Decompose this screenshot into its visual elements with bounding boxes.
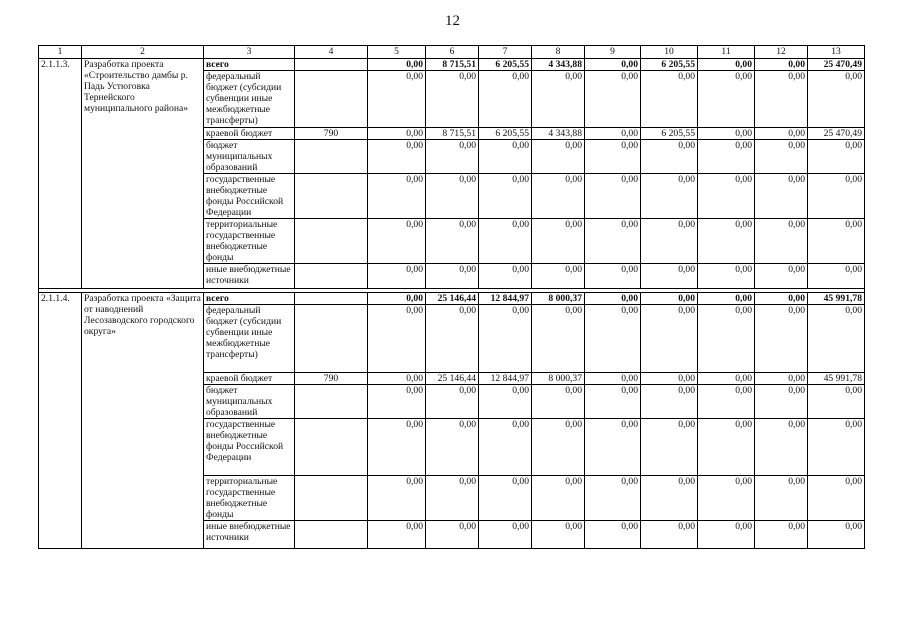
amount-cell: 8 000,37 [532,293,585,305]
amount-cell: 8 000,37 [532,373,585,385]
amount-cell: 0,00 [368,305,426,373]
amount-cell: 0,00 [368,385,426,419]
amount-cell: 0,00 [426,476,479,521]
amount-cell: 0,00 [698,476,755,521]
budget-code [295,71,368,128]
amount-cell: 0,00 [479,219,532,264]
amount-cell: 12 844,97 [479,373,532,385]
budget-code [295,521,368,549]
funding-source: краевой бюджет [204,128,295,140]
amount-cell: 0,00 [808,219,865,264]
amount-cell: 25 470,49 [808,59,865,71]
amount-cell: 0,00 [641,71,698,128]
header-cell: 6 [426,46,479,59]
amount-cell: 0,00 [585,419,641,476]
header-cell: 11 [698,46,755,59]
amount-cell: 0,00 [698,385,755,419]
amount-cell: 0,00 [585,140,641,174]
amount-cell: 0,00 [532,140,585,174]
header-cell: 12 [755,46,808,59]
amount-cell: 0,00 [426,419,479,476]
header-cell: 7 [479,46,532,59]
amount-cell: 0,00 [368,128,426,140]
amount-cell: 0,00 [698,219,755,264]
amount-cell: 0,00 [368,71,426,128]
amount-cell: 0,00 [585,219,641,264]
amount-cell: 0,00 [426,174,479,219]
funding-source: краевой бюджет [204,373,295,385]
budget-code [295,293,368,305]
amount-cell: 0,00 [585,174,641,219]
amount-cell: 0,00 [698,305,755,373]
item-title: Разработка проекта «Защита от наводнений Лесозаводского городского округа» [82,293,204,549]
amount-cell: 6 205,55 [479,59,532,71]
amount-cell: 0,00 [532,521,585,549]
amount-cell: 0,00 [641,476,698,521]
amount-cell: 0,00 [641,174,698,219]
amount-cell: 0,00 [755,385,808,419]
header-cell: 9 [585,46,641,59]
amount-cell: 0,00 [479,174,532,219]
amount-cell: 0,00 [426,219,479,264]
budget-code [295,140,368,174]
amount-cell: 0,00 [479,305,532,373]
amount-cell: 25 146,44 [426,293,479,305]
budget-code [295,385,368,419]
amount-cell: 0,00 [641,373,698,385]
amount-cell: 0,00 [808,476,865,521]
item-title: Разработка проекта «Строительство дамбы р. Падь Устюговка Тернейского муниципального района» [82,59,204,289]
table-body [39,46,865,549]
amount-cell: 0,00 [755,174,808,219]
amount-cell: 0,00 [755,305,808,373]
amount-cell: 0,00 [755,419,808,476]
amount-cell: 0,00 [641,385,698,419]
amount-cell: 0,00 [479,385,532,419]
amount-cell: 0,00 [808,264,865,289]
amount-cell: 0,00 [698,128,755,140]
amount-cell: 0,00 [698,140,755,174]
amount-cell: 0,00 [641,293,698,305]
table-row [39,59,865,71]
funding-source: всего [204,59,295,71]
amount-cell: 4 343,88 [532,128,585,140]
header-cell: 2 [82,46,204,59]
amount-cell: 0,00 [585,373,641,385]
amount-cell: 0,00 [426,264,479,289]
budget-code [295,219,368,264]
amount-cell: 0,00 [755,140,808,174]
amount-cell: 0,00 [698,59,755,71]
amount-cell: 0,00 [368,293,426,305]
amount-cell: 0,00 [808,419,865,476]
funding-source: бюджет муниципальных образований [204,385,295,419]
amount-cell: 0,00 [426,140,479,174]
amount-cell: 25 470,49 [808,128,865,140]
amount-cell: 0,00 [755,521,808,549]
amount-cell: 0,00 [698,293,755,305]
amount-cell: 0,00 [808,385,865,419]
amount-cell: 0,00 [808,140,865,174]
amount-cell: 0,00 [532,305,585,373]
header-cell: 5 [368,46,426,59]
amount-cell: 0,00 [532,264,585,289]
funding-source: территориальные государственные внебюджетные фонды [204,476,295,521]
amount-cell: 0,00 [585,59,641,71]
amount-cell: 0,00 [479,419,532,476]
amount-cell: 0,00 [698,264,755,289]
amount-cell: 0,00 [426,305,479,373]
amount-cell: 0,00 [808,521,865,549]
amount-cell: 6 205,55 [641,59,698,71]
amount-cell: 0,00 [585,521,641,549]
amount-cell: 0,00 [808,174,865,219]
amount-cell: 0,00 [368,476,426,521]
amount-cell: 0,00 [698,373,755,385]
amount-cell: 0,00 [532,385,585,419]
table-row [39,293,865,305]
amount-cell: 0,00 [755,71,808,128]
amount-cell: 0,00 [755,59,808,71]
amount-cell: 0,00 [368,219,426,264]
amount-cell: 0,00 [585,264,641,289]
amount-cell: 0,00 [641,419,698,476]
amount-cell: 12 844,97 [479,293,532,305]
amount-cell: 0,00 [808,71,865,128]
amount-cell: 0,00 [532,419,585,476]
amount-cell: 0,00 [641,521,698,549]
amount-cell: 0,00 [698,419,755,476]
amount-cell: 0,00 [426,385,479,419]
amount-cell: 0,00 [479,264,532,289]
budget-code [295,174,368,219]
amount-cell: 0,00 [368,521,426,549]
funding-source: всего [204,293,295,305]
amount-cell: 0,00 [585,128,641,140]
amount-cell: 0,00 [698,174,755,219]
funding-source: федеральный бюджет (субсидии субвенции иные межбюджетные трансферты) [204,71,295,128]
item-code: 2.1.1.3. [39,59,82,289]
amount-cell: 0,00 [641,264,698,289]
amount-cell: 0,00 [755,219,808,264]
funding-source: государственные внебюджетные фонды Российской Федерации [204,174,295,219]
header-cell: 8 [532,46,585,59]
item-code: 2.1.1.4. [39,293,82,549]
amount-cell: 0,00 [479,140,532,174]
amount-cell: 0,00 [368,140,426,174]
amount-cell: 4 343,88 [532,59,585,71]
header-cell: 10 [641,46,698,59]
amount-cell: 0,00 [641,140,698,174]
budget-code [295,59,368,71]
amount-cell: 8 715,51 [426,59,479,71]
funding-source: федеральный бюджет (субсидии субвенции иные межбюджетные трансферты) [204,305,295,373]
header-cell: 4 [295,46,368,59]
budget-code [295,419,368,476]
amount-cell: 0,00 [426,71,479,128]
amount-cell: 0,00 [755,476,808,521]
header-cell: 13 [808,46,865,59]
amount-cell: 0,00 [368,419,426,476]
amount-cell: 0,00 [368,373,426,385]
amount-cell: 0,00 [368,174,426,219]
amount-cell: 0,00 [755,264,808,289]
amount-cell: 8 715,51 [426,128,479,140]
amount-cell: 0,00 [368,59,426,71]
page-number: 12 [445,13,460,29]
amount-cell: 6 205,55 [479,128,532,140]
amount-cell: 6 205,55 [641,128,698,140]
budget-code [295,305,368,373]
amount-cell: 0,00 [641,219,698,264]
amount-cell: 0,00 [755,293,808,305]
amount-cell: 0,00 [532,219,585,264]
budget-code: 790 [295,128,368,140]
amount-cell: 0,00 [532,476,585,521]
budget-code [295,476,368,521]
amount-cell: 0,00 [479,71,532,128]
header-cell: 1 [39,46,82,59]
amount-cell: 25 146,44 [426,373,479,385]
amount-cell: 45 991,78 [808,293,865,305]
amount-cell: 0,00 [585,385,641,419]
amount-cell: 0,00 [532,174,585,219]
funding-source: иные внебюджетные источники [204,264,295,289]
amount-cell: 0,00 [585,293,641,305]
header-row [39,46,865,59]
amount-cell: 0,00 [426,521,479,549]
amount-cell: 0,00 [368,264,426,289]
amount-cell: 45 991,78 [808,373,865,385]
amount-cell: 0,00 [755,128,808,140]
amount-cell: 0,00 [479,521,532,549]
amount-cell: 0,00 [641,305,698,373]
funding-source: государственные внебюджетные фонды Российской Федерации [204,419,295,476]
amount-cell: 0,00 [585,71,641,128]
funding-source: территориальные государственные внебюджетные фонды [204,219,295,264]
amount-cell: 0,00 [755,373,808,385]
funding-source: бюджет муниципальных образований [204,140,295,174]
amount-cell: 0,00 [808,305,865,373]
amount-cell: 0,00 [698,521,755,549]
funding-source: иные внебюджетные источники [204,521,295,549]
amount-cell: 0,00 [698,71,755,128]
budget-code [295,264,368,289]
budget-code: 790 [295,373,368,385]
budget-table [38,45,865,549]
header-cell: 3 [204,46,295,59]
amount-cell: 0,00 [479,476,532,521]
amount-cell: 0,00 [532,71,585,128]
amount-cell: 0,00 [585,476,641,521]
amount-cell: 0,00 [585,305,641,373]
